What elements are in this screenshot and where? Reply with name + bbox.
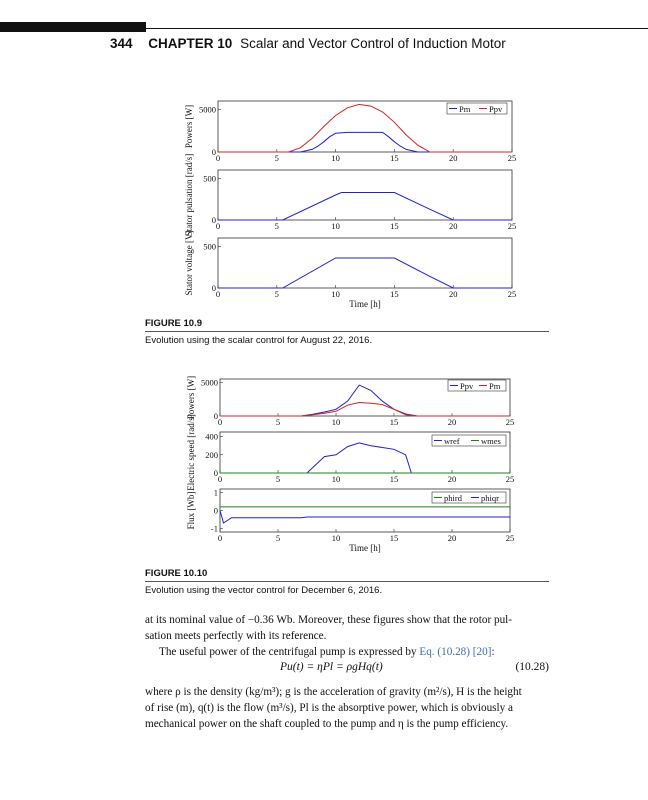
fig10-p1-xtick-label: 0 bbox=[217, 417, 223, 427]
paragraph-3 bbox=[145, 684, 549, 732]
fig9-p3-xtick-label: 10 bbox=[331, 289, 340, 299]
figure-10-10-rule bbox=[145, 581, 549, 582]
chapter-title: Scalar and Vector Control of Induction Motor bbox=[240, 36, 506, 51]
fig9-p2-xtick-label: 0 bbox=[215, 221, 221, 231]
equation-number: (10.28) bbox=[515, 661, 549, 673]
fig10-p1-xtick-label: 5 bbox=[275, 417, 281, 427]
fig10-p3-xtick-label: 10 bbox=[331, 533, 341, 543]
fig9-p3-ylabel: Stator voltage [V] bbox=[184, 230, 194, 296]
fig9-p1-xtick-label: 0 bbox=[215, 153, 221, 163]
paragraph-3-line-2: of rise (m), q(t) is the flow (m³/s), Pl is the absorptive power, which is obviously a bbox=[145, 702, 513, 714]
fig10-p3-xtick-label: 15 bbox=[389, 533, 399, 543]
equation-reference-link[interactable]: Eq. (10.28) [20] bbox=[419, 646, 492, 658]
fig10-p2-xtick-label: 5 bbox=[275, 474, 281, 484]
fig10-p1-xtick-label: 15 bbox=[389, 417, 399, 427]
paragraph-2-text: The useful power of the centrifugal pump is expressed by bbox=[159, 646, 417, 658]
fig10-p3-ylabel: Flux [Wb] bbox=[186, 491, 196, 530]
fig9-p3-xtick-label: 5 bbox=[274, 289, 279, 299]
fig10-p1-legend-label: Ppv bbox=[460, 381, 474, 391]
fig10-p3-xtick-label: 25 bbox=[505, 533, 515, 543]
fig10-p1-ytick-label: 5000 bbox=[201, 377, 218, 388]
paragraph-3-line-1: where ρ is the density (kg/m³); g is the acceleration of gravity (m²/s), H is the height bbox=[145, 686, 522, 698]
fig9-p3-xtick-label: 15 bbox=[390, 289, 399, 299]
fig9-p2-xtick-label: 15 bbox=[390, 221, 399, 231]
fig10-p1-xtick-label: 20 bbox=[447, 417, 457, 427]
fig10-p2-ytick-label: 0 bbox=[213, 468, 218, 478]
fig10-p2-xtick-label: 25 bbox=[505, 474, 515, 484]
fig10-p3-ytick-label: 0 bbox=[213, 505, 218, 516]
fig9-p2-ytick-label: 0 bbox=[211, 215, 216, 225]
fig10-p3-xtick-label: 0 bbox=[217, 533, 223, 543]
fig10-p2-xtick-label: 0 bbox=[217, 474, 223, 484]
fig9-p1-xtick-label: 25 bbox=[507, 153, 517, 163]
fig9-p3-ytick-label: 0 bbox=[211, 283, 216, 293]
fig10-p2-xtick-label: 20 bbox=[447, 474, 457, 484]
fig9-p3-ytick-label: 500 bbox=[203, 241, 216, 252]
paragraph-1 bbox=[145, 612, 549, 644]
chapter-label: CHAPTER 10 bbox=[148, 36, 233, 51]
fig9-p1-ytick-label: 5000 bbox=[199, 104, 216, 115]
fig9-p1-ylabel: Powers [W] bbox=[184, 104, 194, 149]
figure-10-9-caption: Evolution using the scalar control for August 22, 2016. bbox=[145, 335, 373, 346]
fig9-p2-xtick-label: 5 bbox=[274, 221, 279, 231]
fig10-p2-ytick-label: 400 bbox=[205, 431, 218, 442]
paragraph-2-end: : bbox=[491, 646, 495, 658]
fig9-p1-legend-label: Ppv bbox=[489, 104, 503, 114]
fig9-p2-ylabel: Stator pulsation [rad/s] bbox=[184, 153, 194, 237]
fig10-p3-legend-label: phiqr bbox=[481, 493, 499, 503]
fig9-p1-xtick-label: 15 bbox=[390, 153, 399, 163]
fig10-p1-xtick-label: 10 bbox=[331, 417, 341, 427]
fig10-p3-xtick-label: 20 bbox=[447, 533, 457, 543]
paragraph-1-line-1: at its nominal value of −0.36 Wb. Moreover, these figures show that the rotor pul- bbox=[145, 614, 512, 626]
fig9-p1-xtick-label: 10 bbox=[331, 153, 340, 163]
paragraph-3-line-3: mechanical power on the shaft coupled to the pump and η is the pump efficiency. bbox=[145, 718, 509, 730]
fig10-p1-ylabel: Powers [W] bbox=[186, 375, 196, 420]
fig10-p3-ytick-label: -1 bbox=[210, 523, 218, 534]
fig10-p3-ytick-label: 1 bbox=[213, 487, 218, 498]
figure-10-9-rule bbox=[145, 331, 549, 332]
figure-10-10-caption: Evolution using the vector control for December 6, 2016. bbox=[145, 585, 383, 596]
fig9-p1-legend-label: Pm bbox=[459, 104, 471, 114]
fig10-p1-legend-label: Pm bbox=[489, 381, 501, 391]
fig9-p3-xtick-label: 20 bbox=[448, 289, 458, 299]
fig9-p2-ytick-label: 500 bbox=[203, 173, 216, 184]
fig10-p2-ytick-label: 200 bbox=[205, 449, 218, 460]
fig9-p2-frame bbox=[218, 170, 512, 220]
page-number: 344 bbox=[110, 36, 133, 51]
fig9-p1-xtick-label: 20 bbox=[448, 153, 458, 163]
fig10-p3-legend-label: phird bbox=[444, 493, 462, 503]
fig9-p3-frame bbox=[218, 238, 512, 288]
equation-body: Pu(t) = ηPl = ρgHq(t) bbox=[280, 661, 383, 673]
fig10-p3-xlabel: Time [h] bbox=[349, 543, 381, 553]
fig10-p3-xtick-label: 5 bbox=[275, 533, 281, 543]
fig9-p2-xtick-label: 10 bbox=[331, 221, 340, 231]
fig9-p3-xlabel: Time [h] bbox=[349, 299, 381, 309]
paragraph-2 bbox=[145, 644, 549, 660]
fig9-p2-xtick-label: 20 bbox=[448, 221, 458, 231]
fig10-p2-ylabel: Electric speed [rad/s] bbox=[186, 414, 196, 491]
fig10-p2-legend-label: wmes bbox=[481, 436, 501, 446]
paragraph-1-line-2: sation meets perfectly with its reference. bbox=[145, 630, 327, 642]
fig9-p1-xtick-label: 5 bbox=[274, 153, 279, 163]
fig10-p2-legend-label: wref bbox=[444, 436, 460, 446]
figure-10-10-label: FIGURE 10.10 bbox=[145, 568, 208, 579]
fig10-p2-xtick-label: 15 bbox=[389, 474, 399, 484]
fig9-p1-ytick-label: 0 bbox=[211, 147, 216, 157]
fig10-p2-xtick-label: 10 bbox=[331, 474, 341, 484]
fig9-p3-xtick-label: 25 bbox=[507, 289, 517, 299]
fig9-p2-xtick-label: 25 bbox=[507, 221, 517, 231]
fig9-p3-xtick-label: 0 bbox=[215, 289, 221, 299]
fig10-p1-xtick-label: 25 bbox=[505, 417, 515, 427]
figure-10-9-label: FIGURE 10.9 bbox=[145, 318, 203, 329]
fig10-p1-ytick-label: 0 bbox=[213, 411, 218, 421]
